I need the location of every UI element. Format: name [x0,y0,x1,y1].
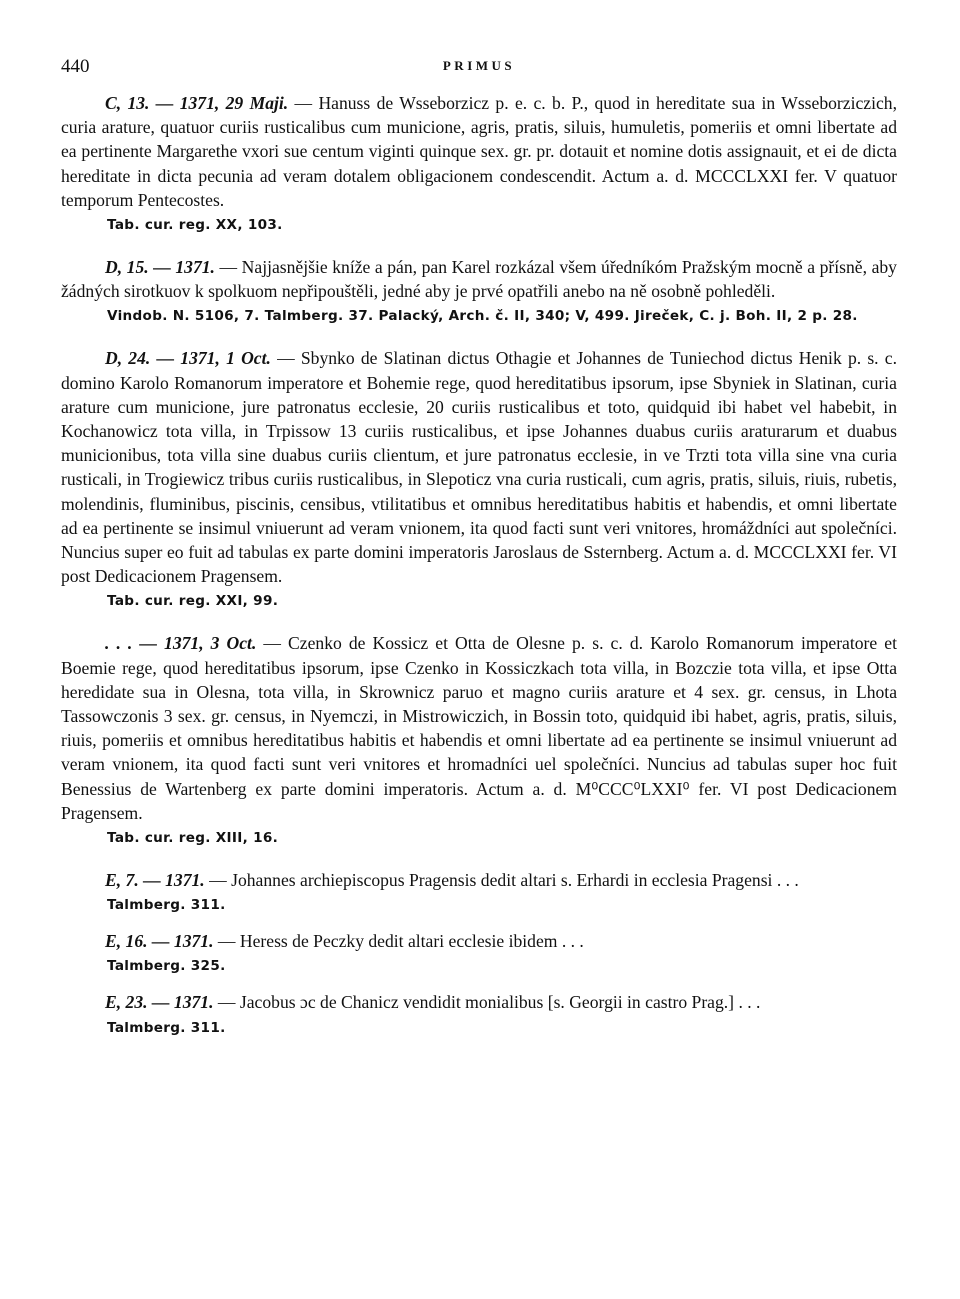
entry-text: — Sbynko de Slatinan dictus Othagie et Johannes de Tuniechod dictus Henik p. s. c. domino Karolo Romanorum imperatore et Bohemie rege, quod hereditatibus ipsorum, ipse Sbyniek in Slatinan, curia arature cum municione, jure patronatus ecclesie, 20 curiis rusticalibus et toto, quidquid ibi habet vel habebit, in Kochanowicz tota villa, in Trpissow 13 curiis rusticalibus, et ipse Johannes duabus curiis araturarum et duabus municionibus, tota villa sine duabus curiis clientum, et jure patronatus ecclesie, in ve Trzti tota villa sine vna curia rusticali, in Trogiewicz tribus curiis rusticalibus, in Slepoticz vna curia rusticali, cum agris, pratis, siluis, riuis, rubetis, molendinis, fluminibus, piscinis, censibus, vtilitatibus et omnibus hereditatibus habitis et habendis, et omni libertate ad ea pertinente se insimul vniuerunt ad veram vnionem, ita quod facti sunt veri vnitores, hromáždníci aut společníci. Nuncius super eo fuit ad tabulas ex parte domini imperatoris Jaroslaus de Ssternberg. Actum a. d. MCCCLXXI fer. VI post Dedicacionem Pragensem. [61,348,897,587]
regest-entry [61,868,897,913]
entry-text: — Najjasnějšie kníže a pán, pan Karel rozkázal všem úředníkóm Pražským mocně a přísně, aby žádných sirotkuov k spolkuom nepřipouštěli, jedné aby je prvé opatřili anebo na ně osobně pohleděli. [61,257,897,302]
entry-body [61,255,897,303]
entry-date: E, 7. — 1371. [105,870,205,891]
entry-date: C, 13. — 1371, 29 Maji. [105,93,289,113]
entry-date: D, 24. — 1371, 1 Oct. [105,348,271,369]
entry-date: . . . — 1371, 3 Oct. [105,633,257,654]
document-page [61,52,897,1036]
entry-body [61,631,897,825]
regest-entry [61,990,897,1035]
entry-source: Talmberg. 311. [107,897,226,914]
entry-source: Talmberg. 311. [107,1019,226,1036]
entry-source: Tab. cur. reg. XXI, 99. [107,593,279,610]
entry-body [61,990,897,1014]
entry-source: Tab. cur. reg. XIII, 16. [107,830,279,847]
entry-source: Vindob. N. 5106, 7. Talmberg. 37. Palacký, Arch. č. II, 340; V, 499. Jireček, C. j. Boh. II, 2 p. 28. [107,308,858,325]
entry-text: — Jacobus ɔc de Chanicz vendidit monialibus [s. Georgii in castro Prag.] . . . [213,992,761,1013]
entry-date: E, 23. — 1371. [105,992,214,1013]
regest-entry [61,91,897,233]
entry-source: Tab. cur. reg. XX, 103. [107,217,283,234]
page-number: 440 [61,56,90,77]
regest-entry [61,929,897,974]
entry-text: — Heress de Peczky dedit altari ecclesie ibidem . . . [213,931,584,952]
page-header [61,52,897,82]
running-head: PRIMUS [442,58,516,73]
regest-entry [61,255,897,324]
entry-date: E, 16. — 1371. [105,931,214,952]
entry-body [61,91,897,212]
entry-source: Talmberg. 325. [107,958,226,975]
regest-entry [61,631,897,846]
entry-text: — Johannes archiepiscopus Pragensis dedit altari s. Erhardi in ecclesia Pragensi . . . [204,870,799,891]
entry-text: — Czenko de Kossicz et Otta de Olesne p. s. c. d. Karolo Romanorum imperatore et Boemie rege, quod hereditatibus ipsorum, ipse Czenko in Kossiczkach tota villa, in Bozczie tota villa, et ipse Otta heredidate sua in Olesna, tota villa, in Skrownicz paruo et magno curiis arature et 4 sex. gr. census, in Lhota Tassowczonis 3 sex. gr. census, in Nyemczi, in Mistrowiczich, in Bossin toto, quidquid ibi habet, agris, pratis, siluis, riuis, pomeriis et omnibus hereditatibus habitis et habendis et omni libertate ad ea pertinente se insimul vniuerunt ad veram vnionem, ita quod facti sunt veri vnitores et hromadníci uel společníci. Nuncius ad tabulas super hoc fuit Benessius de Wartenberg ex parte domini imperatoris. Actum a. d. M⁰CCC⁰LXXI⁰ fer. VI post Dedicacionem Pragensem. [61,633,897,823]
entry-date: D, 15. — 1371. [105,257,215,278]
regest-entry [61,346,897,609]
entry-body [61,346,897,588]
entry-body [61,929,897,953]
entry-text: — Hanuss de Wsseborzicz p. e. c. b. P., quod in hereditate sua in Wsseborziczich, curia arature, quatuor curiis rusticalibus cum municione, agris, pratis, siluis, humuletis, pomeriis et omni libertate ad ea pertinente Margarethe vxori sue centum viginti quinque sex. gr. pr. dotauit et nomine dotis assignauit, et ei de dicta hereditate in dicta pecunia ad veram dotalem obligacionem condescendit. Actum a. d. MCCCLXXI fer. V quatuor temporum Pentecostes. [61,93,897,210]
entry-body [61,868,897,892]
